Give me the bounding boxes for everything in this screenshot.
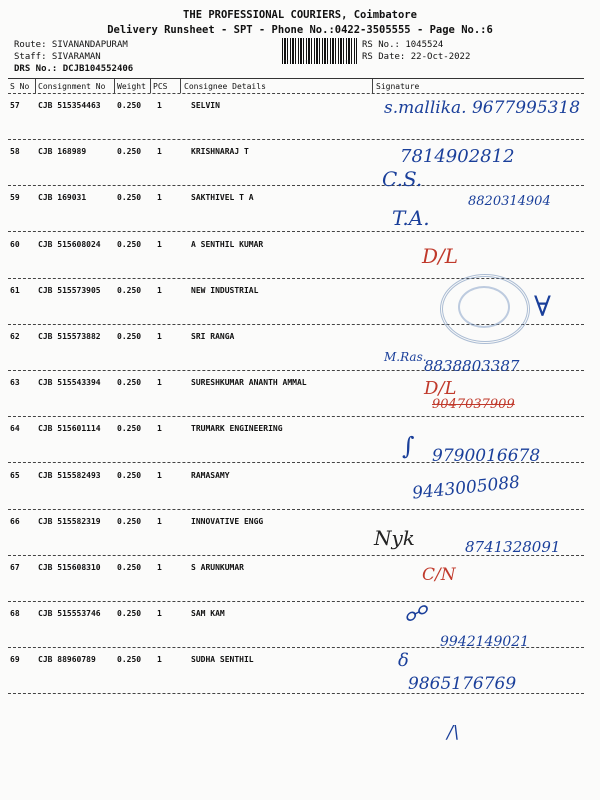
- signature-68-mark: ☍: [404, 602, 427, 627]
- stray-pen-mark: /\: [447, 722, 460, 743]
- row-weight: 0.250: [117, 332, 142, 341]
- row-consignment-no: CJB 515553746: [38, 609, 101, 618]
- signature-59-initials: T.A.: [392, 206, 430, 230]
- row-pcs: 1: [157, 240, 162, 249]
- row-consignee: SELVIN: [191, 101, 220, 110]
- header-top-rule: [8, 78, 584, 79]
- row-consignment-no: CJB 515543394: [38, 378, 101, 387]
- row-weight: 0.250: [117, 471, 142, 480]
- signature-63-phone: 9047037909: [432, 397, 515, 412]
- row-pcs: 1: [157, 286, 162, 295]
- signature-68-phone: 9942149021: [440, 634, 530, 650]
- column-divider: [150, 79, 151, 93]
- row-consignment-no: CJB 515573882: [38, 332, 101, 341]
- signature-61: ∀: [534, 290, 551, 323]
- row-weight: 0.250: [117, 147, 142, 156]
- signature-58-initials: C.S.: [382, 167, 423, 191]
- col-header-sno: S No: [10, 82, 30, 91]
- column-divider: [372, 79, 373, 93]
- row-consignee: KRISHNARAJ T: [191, 147, 249, 156]
- column-divider: [180, 79, 181, 93]
- row-consignee: NEW INDUSTRIAL: [191, 286, 259, 295]
- row-consignment-no: CJB 515608024: [38, 240, 101, 249]
- runsheet-title: Delivery Runsheet - SPT - Phone No.:0422-3505555 - Page No.:6: [107, 24, 493, 36]
- row-weight: 0.250: [117, 655, 142, 664]
- row-consignment-no: CJB 515608310: [38, 563, 101, 572]
- row-sno: 69: [10, 655, 20, 664]
- row-pcs: 1: [157, 332, 162, 341]
- row-weight: 0.250: [117, 609, 142, 618]
- signature-63-dl: D/L: [424, 378, 457, 399]
- row-consignment-no: CJB 169031: [38, 193, 87, 202]
- row-sno: 67: [10, 563, 20, 572]
- signature-67-cn: C/N: [422, 565, 456, 585]
- row-pcs: 1: [157, 424, 162, 433]
- row-sno: 63: [10, 378, 20, 387]
- row-separator: [8, 509, 584, 510]
- row-weight: 0.250: [117, 517, 142, 526]
- row-sno: 59: [10, 193, 20, 202]
- rs-number: RS No.: 1045524: [362, 40, 444, 50]
- row-sno: 61: [10, 286, 20, 295]
- company-title: THE PROFESSIONAL COURIERS, Coimbatore: [183, 9, 417, 21]
- rs-date: RS Date: 22-Oct-2022: [362, 52, 471, 62]
- drs-number: DRS No.: DCJB104552406: [14, 64, 134, 74]
- row-pcs: 1: [157, 193, 162, 202]
- signature-59-phone: 8820314904: [468, 194, 551, 209]
- row-consignment-no: CJB 515582319: [38, 517, 101, 526]
- signature-69-mark: δ: [398, 650, 409, 671]
- column-divider: [114, 79, 115, 93]
- row-consignee: SAM KAM: [191, 609, 225, 618]
- row-sno: 66: [10, 517, 20, 526]
- row-separator: [8, 185, 584, 186]
- row-consignee: SRI RANGA: [191, 332, 235, 341]
- signature-62-phone: 8838803387: [424, 357, 520, 375]
- row-pcs: 1: [157, 655, 162, 664]
- delivery-stamp-inner: [458, 286, 510, 328]
- row-sno: 62: [10, 332, 20, 341]
- row-separator: [8, 231, 584, 232]
- col-header-signature: Signature: [376, 82, 420, 91]
- row-separator: [8, 139, 584, 140]
- row-consignee: RAMASAMY: [191, 471, 230, 480]
- col-header-consignee: Consignee Details: [184, 82, 266, 91]
- row-sno: 65: [10, 471, 20, 480]
- signature-58-phone: 7814902812: [400, 146, 515, 167]
- signature-60-dl: D/L: [422, 244, 459, 268]
- row-weight: 0.250: [117, 240, 142, 249]
- signature-69-phone: 9865176769: [408, 674, 517, 694]
- row-separator: [8, 601, 584, 602]
- row-pcs: 1: [157, 147, 162, 156]
- row-consignee: SAKTHIVEL T A: [191, 193, 254, 202]
- col-header-consignment: Consignment No: [38, 82, 106, 91]
- row-consignment-no: CJB 515354463: [38, 101, 101, 110]
- row-sno: 60: [10, 240, 20, 249]
- row-sno: 57: [10, 101, 20, 110]
- row-weight: 0.250: [117, 286, 142, 295]
- signature-66-mark: Nyk: [374, 526, 415, 550]
- column-divider: [35, 79, 36, 93]
- row-consignment-no: CJB 515582493: [38, 471, 101, 480]
- signature-65-phone-a: 9790016678: [432, 446, 541, 466]
- row-pcs: 1: [157, 101, 162, 110]
- row-sno: 64: [10, 424, 20, 433]
- row-consignee: SUDHA SENTHIL: [191, 655, 254, 664]
- row-consignee: TRUMARK ENGINEERING: [191, 424, 283, 433]
- row-pcs: 1: [157, 609, 162, 618]
- barcode: [282, 38, 357, 64]
- signature-65-phone-b: 9443005088: [411, 472, 521, 504]
- route-label: Route: SIVANANDAPURAM: [14, 40, 128, 50]
- row-consignee: S ARUNKUMAR: [191, 563, 244, 572]
- row-weight: 0.250: [117, 101, 142, 110]
- row-weight: 0.250: [117, 563, 142, 572]
- staff-label: Staff: SIVARAMAN: [14, 52, 101, 62]
- row-sno: 68: [10, 609, 20, 618]
- col-header-weight: Weight: [117, 82, 146, 91]
- row-consignee: INNOVATIVE ENGG: [191, 517, 264, 526]
- signature-66-phone: 8741328091: [465, 538, 561, 556]
- row-consignment-no: CJB 168989: [38, 147, 87, 156]
- row-weight: 0.250: [117, 193, 142, 202]
- row-pcs: 1: [157, 471, 162, 480]
- row-pcs: 1: [157, 563, 162, 572]
- row-sno: 58: [10, 147, 20, 156]
- row-consignee: A SENTHIL KUMAR: [191, 240, 264, 249]
- row-consignment-no: CJB 88960789: [38, 655, 96, 664]
- row-consignee: SURESHKUMAR ANANTH AMMAL: [191, 378, 307, 387]
- header-bottom-rule: [8, 93, 584, 94]
- row-weight: 0.250: [117, 424, 142, 433]
- row-weight: 0.250: [117, 378, 142, 387]
- row-consignment-no: CJB 515601114: [38, 424, 101, 433]
- signature-64: ∫: [402, 432, 415, 460]
- signature-57: s.mallika. 9677995318: [384, 98, 581, 118]
- col-header-pcs: PCS: [153, 82, 168, 91]
- signature-62-name: M.Ras.: [384, 350, 427, 364]
- row-consignment-no: CJB 515573905: [38, 286, 101, 295]
- row-separator: [8, 416, 584, 417]
- row-pcs: 1: [157, 378, 162, 387]
- row-pcs: 1: [157, 517, 162, 526]
